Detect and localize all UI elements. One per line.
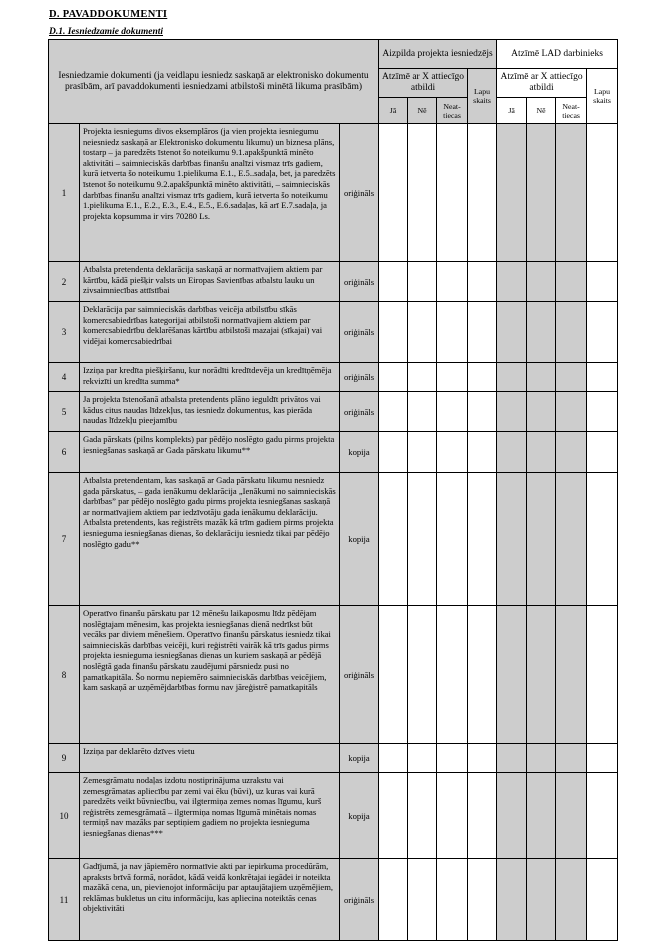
applicant-pages-cell[interactable] — [468, 262, 497, 302]
document-row — [49, 432, 618, 473]
document-row — [49, 262, 618, 302]
lad-na-cell[interactable] — [556, 432, 587, 473]
document-row — [49, 859, 618, 941]
lad-pages-cell[interactable] — [587, 392, 618, 432]
applicant-pages-cell[interactable] — [468, 473, 497, 606]
lad-no-cell[interactable] — [527, 302, 556, 363]
applicant-pages-cell[interactable] — [468, 124, 497, 262]
row-number: 9 — [49, 744, 80, 773]
applicant-na-cell[interactable] — [437, 124, 468, 262]
applicant-yes-cell[interactable] — [379, 262, 408, 302]
lad-pages-cell[interactable] — [587, 363, 618, 392]
document-description: Ja projekta īstenošanā atbalsta pretendents plāno ieguldīt privātos vai kādus citus naudas līdzekļus, tas iesniedz dokumentus, kas pierāda naudas līdzekļu pieejamību — [80, 392, 340, 432]
applicant-yes-cell[interactable] — [379, 124, 408, 262]
applicant-no-cell[interactable] — [408, 773, 437, 859]
lad-no-cell[interactable] — [527, 392, 556, 432]
applicant-yes-cell[interactable] — [379, 606, 408, 744]
applicant-pages-cell[interactable] — [468, 432, 497, 473]
lad-no-cell[interactable] — [527, 262, 556, 302]
document-description: Projekta iesniegums divos eksemplāros (ja vien projekta iesniegumu neiesniedz saskaņā ar Elektronisko dokumentu likumu) un biznesa plāns, tostarp – ja paredzēts īstenot šo noteikumu 9.1.apakšpunktā minēto aktivitāti – saimnieciskās darbības finanšu analīzi vismaz trīs gadiem, kurā ietverta šo noteikumu 1.pielikuma E.1., E.5..sadaļa, bet, ja paredzēts īstenot šo noteikumu 9.2.apakšpunktā minēto aktivitāti, – saimnieciskās darbības finanšu analīzi vismaz trīs gadiem, kurā ietverta šo noteikumu 1.pielikuma E.1., E.2., E.3., E.4., E.5., E.6.sadaļas, kā arī E.7.sadaļa, ja projekta kopsumma ir virs 70280 Ls. — [80, 124, 340, 262]
applicant-yes-cell[interactable] — [379, 392, 408, 432]
applicant-pages-cell[interactable] — [468, 773, 497, 859]
header-documents: Iesniedzamie dokumenti (ja veidlapu iesniedz saskaņā ar elektronisko dokumentu prasībām, arī pavaddokumenti iesniedzami atbilstoši minētā likuma prasībām) — [49, 40, 379, 124]
document-type: oriģināls — [340, 606, 379, 744]
row-number: 3 — [49, 302, 80, 363]
lad-na-cell[interactable] — [556, 606, 587, 744]
lad-na-cell[interactable] — [556, 744, 587, 773]
document-row — [49, 363, 618, 392]
header-applicant: Aizpilda projekta iesniedzējs — [379, 40, 497, 69]
document-type: oriģināls — [340, 392, 379, 432]
document-type: oriģināls — [340, 262, 379, 302]
lad-no-cell[interactable] — [527, 859, 556, 941]
header-pages-applicant: Lapu skaits — [468, 69, 497, 124]
applicant-na-cell[interactable] — [437, 432, 468, 473]
document-type: kopija — [340, 432, 379, 473]
lad-yes-cell[interactable] — [497, 432, 527, 473]
lad-no-cell[interactable] — [527, 744, 556, 773]
lad-pages-cell[interactable] — [587, 432, 618, 473]
lad-pages-cell[interactable] — [587, 124, 618, 262]
header-mark-lad: Atzīmē ar X attiecīgo atbildi — [497, 69, 587, 98]
applicant-no-cell[interactable] — [408, 262, 437, 302]
document-description: Operatīvo finanšu pārskatu par 12 mēnešu laikaposmu līdz pēdējam noslēgtajam mēnesim, kas projekta iesniegšanas dienā nedrīkst būt vecāks par diviem mēnešiem. Operatīvo finanšu pārskatus iesniedz tikai saimnieciskās darbības veicēji, kuri reģistrēti vairāk kā trīs gadus pirms projekta iesnieguma iesniegšanas dienas un kuriem saskaņā ar pēdējā noslēgtā gada finanšu pārskatu zaudējumi pārsniedz pusi no pamatkapitāla. Šo normu nepiemēro saimnieciskās darbības veicējiem, kam saskaņā ar uzņēmējdarbības formu nav jāreģistrē pamatkapitāls — [80, 606, 340, 744]
applicant-no-cell[interactable] — [408, 124, 437, 262]
document-row — [49, 302, 618, 363]
header-no-applicant: Nē — [408, 98, 437, 124]
lad-yes-cell[interactable] — [497, 773, 527, 859]
applicant-pages-cell[interactable] — [468, 392, 497, 432]
lad-na-cell[interactable] — [556, 859, 587, 941]
lad-yes-cell[interactable] — [497, 606, 527, 744]
lad-pages-cell[interactable] — [587, 606, 618, 744]
header-na-applicant: Neat-tiecas — [437, 98, 468, 124]
header-pages-lad: Lapu skaits — [587, 69, 618, 124]
applicant-na-cell[interactable] — [437, 392, 468, 432]
document-row — [49, 473, 618, 606]
lad-pages-cell[interactable] — [587, 302, 618, 363]
applicant-pages-cell[interactable] — [468, 302, 497, 363]
document-row — [49, 392, 618, 432]
lad-pages-cell[interactable] — [587, 773, 618, 859]
lad-na-cell[interactable] — [556, 363, 587, 392]
document-row — [49, 773, 618, 859]
lad-yes-cell[interactable] — [497, 473, 527, 606]
applicant-pages-cell[interactable] — [468, 859, 497, 941]
documents-table — [48, 39, 618, 941]
document-type: kopija — [340, 473, 379, 606]
applicant-pages-cell[interactable] — [468, 606, 497, 744]
lad-na-cell[interactable] — [556, 262, 587, 302]
applicant-no-cell[interactable] — [408, 859, 437, 941]
document-type: oriģināls — [340, 302, 379, 363]
lad-na-cell[interactable] — [556, 773, 587, 859]
applicant-no-cell[interactable] — [408, 606, 437, 744]
lad-pages-cell[interactable] — [587, 473, 618, 606]
document-description: Atbalsta pretendentam, kas saskaņā ar Gada pārskatu likumu nesniedz gada pārskatus, – gada ienākumu deklarācija „Ienākumi no saimnieciskās darbības” par pēdējo noslēgto gadu pirms projekta iesniegšanas saskaņā ar normatīvajiem aktiem par iedzīvotāju gada ienākumu deklarāciju. Atbalsta pretendents, kas reģistrēts mazāk kā trīm gadiem pirms projekta iesnieguma iesniegšanas dienas, šo deklarāciju iesniedz tikai par pēdējo noslēgto gadu** — [80, 473, 340, 606]
applicant-na-cell[interactable] — [437, 262, 468, 302]
applicant-no-cell[interactable] — [408, 473, 437, 606]
lad-pages-cell[interactable] — [587, 262, 618, 302]
document-description: Izziņa par kredīta piešķiršanu, kur norādīti kredītdevēja un kredītņēmēja rekvizīti un kredīta summa* — [80, 363, 340, 392]
lad-pages-cell[interactable] — [587, 859, 618, 941]
applicant-no-cell[interactable] — [408, 392, 437, 432]
row-number: 1 — [49, 124, 80, 262]
row-number: 10 — [49, 773, 80, 859]
lad-yes-cell[interactable] — [497, 859, 527, 941]
lad-yes-cell[interactable] — [497, 262, 527, 302]
document-row — [49, 606, 618, 744]
lad-yes-cell[interactable] — [497, 363, 527, 392]
header-no-lad: Nē — [527, 98, 556, 124]
subsection-title: D.1. Iesniedzamie dokumenti — [49, 27, 164, 37]
document-description: Deklarācija par saimnieciskās darbības veicēja atbilstību sīkās komercsabiedrības kategorijai atbilstoši normatīvajiem aktiem par komercsabiedrību deklarēšanas kārtību atbilstoši mazajai (sīkajai) vai vidējai komercsabiedrībai — [80, 302, 340, 363]
applicant-pages-cell[interactable] — [468, 744, 497, 773]
applicant-na-cell[interactable] — [437, 744, 468, 773]
row-number: 2 — [49, 262, 80, 302]
document-row — [49, 744, 618, 773]
lad-na-cell[interactable] — [556, 302, 587, 363]
section-title: D. PAVADDOKUMENTI — [49, 9, 168, 20]
lad-yes-cell[interactable] — [497, 302, 527, 363]
header-yes-lad: Jā — [497, 98, 527, 124]
row-number: 5 — [49, 392, 80, 432]
row-number: 7 — [49, 473, 80, 606]
lad-pages-cell[interactable] — [587, 744, 618, 773]
row-number: 6 — [49, 432, 80, 473]
applicant-yes-cell[interactable] — [379, 363, 408, 392]
applicant-yes-cell[interactable] — [379, 473, 408, 606]
lad-no-cell[interactable] — [527, 363, 556, 392]
document-description: Atbalsta pretendenta deklarācija saskaņā ar normatīvajiem aktiem par kārtību, kādā piešķir valsts un Eiropas Savienības atbalstu lauku un zivsaimniecības attīstībai — [80, 262, 340, 302]
lad-na-cell[interactable] — [556, 473, 587, 606]
applicant-no-cell[interactable] — [408, 302, 437, 363]
document-description: Izziņa par deklarēto dzīves vietu — [80, 744, 340, 773]
lad-no-cell[interactable] — [527, 473, 556, 606]
row-number: 4 — [49, 363, 80, 392]
lad-yes-cell[interactable] — [497, 124, 527, 262]
row-number: 11 — [49, 859, 80, 941]
document-description: Zemesgrāmatu nodaļas izdotu nostiprinājuma uzrakstu vai zemesgrāmatas apliecību par zemi vai ēku (būvi), uz kuras vai kurā paredzēts veikt būvniecību, vai ilgtermiņa zemes nomas līgumu, kurš reģistrēts zemesgrāmatā – ilgtermiņa nomas līgumā minētais nomas termiņš nav mazāks par septiņiem gadiem no projekta iesnieguma iesniegšanas dienas*** — [80, 773, 340, 859]
applicant-na-cell[interactable] — [437, 302, 468, 363]
header-yes-applicant: Jā — [379, 98, 408, 124]
lad-no-cell[interactable] — [527, 432, 556, 473]
applicant-pages-cell[interactable] — [468, 363, 497, 392]
applicant-yes-cell[interactable] — [379, 432, 408, 473]
applicant-yes-cell[interactable] — [379, 744, 408, 773]
lad-no-cell[interactable] — [527, 606, 556, 744]
lad-no-cell[interactable] — [527, 773, 556, 859]
header-na-lad: Neat-tiecas — [556, 98, 587, 124]
applicant-no-cell[interactable] — [408, 363, 437, 392]
applicant-yes-cell[interactable] — [379, 773, 408, 859]
document-row — [49, 124, 618, 262]
lad-na-cell[interactable] — [556, 124, 587, 262]
applicant-yes-cell[interactable] — [379, 302, 408, 363]
applicant-na-cell[interactable] — [437, 773, 468, 859]
applicant-na-cell[interactable] — [437, 606, 468, 744]
row-number: 8 — [49, 606, 80, 744]
document-type: kopija — [340, 744, 379, 773]
document-type: kopija — [340, 773, 379, 859]
applicant-na-cell[interactable] — [437, 859, 468, 941]
applicant-no-cell[interactable] — [408, 744, 437, 773]
applicant-yes-cell[interactable] — [379, 859, 408, 941]
lad-yes-cell[interactable] — [497, 392, 527, 432]
lad-na-cell[interactable] — [556, 392, 587, 432]
document-type: oriģināls — [340, 363, 379, 392]
header-mark-applicant: Atzīmē ar X attiecīgo atbildi — [379, 69, 468, 98]
applicant-na-cell[interactable] — [437, 363, 468, 392]
document-description: Gada pārskats (pilns komplekts) par pēdējo noslēgto gadu pirms projekta iesniegšanas saskaņā ar Gada pārskatu likumu** — [80, 432, 340, 473]
document-type: oriģināls — [340, 859, 379, 941]
applicant-no-cell[interactable] — [408, 432, 437, 473]
lad-yes-cell[interactable] — [497, 744, 527, 773]
lad-no-cell[interactable] — [527, 124, 556, 262]
header-lad: Atzīmē LAD darbinieks — [497, 40, 618, 69]
document-type: oriģināls — [340, 124, 379, 262]
applicant-na-cell[interactable] — [437, 473, 468, 606]
document-description: Gadījumā, ja nav jāpiemēro normatīvie akti par iepirkuma procedūrām, apraksts brīvā formā, norādot, kādā veidā konkrētajai iegādei ir noteikta mazākā cena, un, pievienojot informāciju par aptaujātajiem uzņēmējiem, reklāmas bukletus un citu informāciju, kas apliecina noteiktās cenas objektivitāti — [80, 859, 340, 941]
